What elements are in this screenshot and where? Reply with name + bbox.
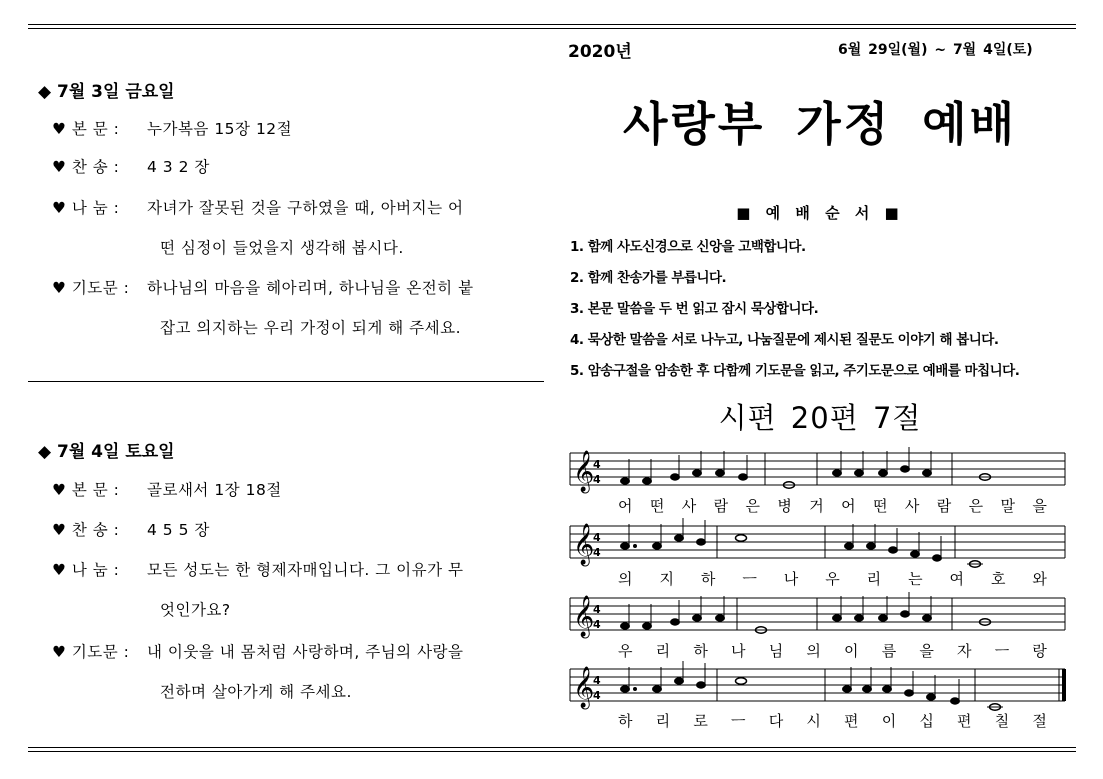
- day-heading: ◆ 7월 4일 토요일: [38, 442, 175, 462]
- lyric-syllable: 이: [881, 712, 898, 730]
- svg-text:4: 4: [593, 603, 601, 616]
- music-staff: [565, 661, 1070, 711]
- bottom-rule: [28, 747, 1076, 748]
- lyric-syllable: 지: [659, 570, 675, 588]
- prayer-label: ♥ 기도문 :: [52, 643, 130, 661]
- lyric-syllable: 떤: [649, 497, 666, 515]
- lyric-syllable: 나: [783, 570, 800, 588]
- top-rule: [28, 24, 1076, 25]
- svg-text:𝄞: 𝄞: [573, 451, 595, 492]
- lyrics-line: [618, 640, 1048, 661]
- svg-text:4: 4: [593, 473, 601, 486]
- hymn-label: ♥ 찬 송 :: [52, 521, 120, 539]
- lyric-syllable: 십: [919, 712, 935, 730]
- lyric-syllable: 우: [825, 570, 841, 588]
- svg-text:4: 4: [593, 546, 601, 559]
- lyric-syllable: 사: [681, 497, 698, 515]
- lyric-syllable: 나: [731, 642, 747, 660]
- share-label: ♥ 나 눔 :: [52, 561, 120, 579]
- lyric-syllable: 편: [957, 712, 973, 730]
- bottom-rule-inner: [28, 751, 1076, 752]
- scripture-value: 골로새서 1장 18절: [147, 481, 282, 499]
- lyric-syllable: 랑: [1032, 642, 1048, 660]
- lyric-syllable: 은: [968, 497, 985, 515]
- hymn-row: [52, 518, 210, 540]
- svg-text:𝄞: 𝄞: [573, 667, 595, 708]
- lyric-syllable: 이: [844, 642, 860, 660]
- prayer-line-1: 내 이웃을 내 몸처럼 사랑하며, 주님의 사랑을: [147, 643, 464, 661]
- svg-text:4: 4: [593, 531, 601, 544]
- lyric-syllable: 은: [745, 497, 761, 515]
- lyric-syllable: 의: [618, 570, 634, 588]
- lyric-syllable: 을: [1032, 497, 1048, 515]
- lyric-syllable: 사: [904, 497, 921, 515]
- lyric-syllable: 로: [693, 712, 709, 730]
- lyric-syllable: 호: [990, 570, 1007, 588]
- page-title: 사랑부 가정 예배: [622, 97, 1018, 151]
- lyric-syllable: 여: [949, 570, 965, 588]
- lyric-syllable: 하: [693, 642, 709, 660]
- lyric-syllable: 리: [655, 642, 672, 660]
- share-line-2: 엇인가요?: [160, 601, 231, 619]
- scripture-value: 누가복음 15장 12절: [147, 120, 293, 138]
- lyric-syllable: 리: [866, 570, 883, 588]
- scripture-label: ♥ 본 문 :: [52, 120, 120, 138]
- year-label: 2020년: [568, 42, 632, 62]
- prayer-line-1: 하나님의 마음을 헤아리며, 하나님을 온전히 붙: [147, 279, 474, 297]
- music-staff: [565, 518, 1070, 568]
- prayer-row: [52, 640, 464, 662]
- lyric-syllable: 우: [618, 642, 634, 660]
- lyric-syllable: 름: [881, 642, 898, 660]
- memory-verse-title: 시편 20편 7절: [718, 401, 922, 435]
- order-heading: ■ 예 배 순 서 ■: [736, 204, 904, 222]
- lyric-syllable: ㅡ: [994, 642, 1011, 660]
- lyric-syllable: 말: [1000, 497, 1016, 515]
- top-rule-inner: [28, 28, 1076, 29]
- scripture-row: [52, 478, 282, 500]
- share-row: [52, 196, 464, 218]
- hymn-row: [52, 155, 210, 177]
- lyrics-line: [618, 495, 1048, 516]
- day-heading: ◆ 7월 3일 금요일: [38, 82, 175, 102]
- order-item: 1. 함께 사도신경으로 신앙을 고백합니다.: [570, 239, 806, 255]
- lyric-syllable: 리: [655, 712, 672, 730]
- share-label: ♥ 나 눔 :: [52, 199, 120, 217]
- date-range: 6월 29일(월) ~ 7월 4일(토): [838, 42, 1033, 58]
- share-line-1: 모든 성도는 한 형제자매입니다. 그 이유가 무: [147, 561, 464, 579]
- svg-text:4: 4: [593, 458, 601, 471]
- prayer-line-2: 전하며 살아가게 해 주세요.: [160, 683, 352, 701]
- lyric-syllable: 는: [908, 570, 924, 588]
- lyric-syllable: 편: [844, 712, 860, 730]
- lyric-syllable: 어: [841, 497, 857, 515]
- lyric-syllable: 하: [700, 570, 717, 588]
- share-line-1: 자녀가 잘못된 것을 구하였을 때, 아버지는 어: [147, 199, 464, 217]
- prayer-line-2: 잡고 의지하는 우리 가정이 되게 해 주세요.: [160, 319, 462, 337]
- svg-text:𝄞: 𝄞: [573, 596, 595, 637]
- lyric-syllable: 다: [768, 712, 785, 730]
- lyric-syllable: 의: [806, 642, 822, 660]
- lyric-syllable: 람: [936, 497, 953, 515]
- lyric-syllable: 을: [919, 642, 935, 660]
- hymn-value: 4 3 2 장: [147, 158, 210, 176]
- prayer-row: [52, 276, 474, 298]
- section-divider: [28, 381, 544, 382]
- lyric-syllable: 칠: [994, 712, 1011, 730]
- svg-text:4: 4: [593, 618, 601, 631]
- lyric-syllable: ㅡ: [742, 570, 758, 588]
- svg-text:𝄞: 𝄞: [573, 524, 595, 565]
- hymn-value: 4 5 5 장: [147, 521, 210, 539]
- music-staff: [565, 590, 1070, 640]
- lyric-syllable: 떤: [873, 497, 889, 515]
- svg-text:4: 4: [593, 674, 601, 687]
- lyric-syllable: 거: [809, 497, 825, 515]
- lyric-syllable: 자: [957, 642, 973, 660]
- lyric-syllable: 병: [777, 497, 793, 515]
- prayer-label: ♥ 기도문 :: [52, 279, 130, 297]
- lyrics-line: [618, 568, 1048, 589]
- lyric-syllable: 하: [618, 712, 634, 730]
- lyric-syllable: 시: [806, 712, 822, 730]
- svg-text:4: 4: [593, 689, 601, 702]
- share-line-2: 떤 심정이 들었을지 생각해 봅시다.: [160, 239, 404, 257]
- order-item: 5. 암송구절을 암송한 후 다함께 기도문을 읽고, 주기도문으로 예배를 마칩니다.: [570, 363, 1020, 379]
- order-item: 2. 함께 찬송가를 부릅니다.: [570, 270, 727, 286]
- music-staff: [565, 445, 1070, 495]
- lyrics-line: [618, 710, 1048, 731]
- lyric-syllable: 와: [1032, 570, 1048, 588]
- share-row: [52, 558, 464, 580]
- scripture-row: [52, 117, 292, 139]
- scripture-label: ♥ 본 문 :: [52, 481, 120, 499]
- order-item: 4. 묵상한 말씀을 서로 나누고, 나눔질문에 제시된 질문도 이야기 해 봅니다.: [570, 332, 999, 348]
- lyric-syllable: ㅡ: [731, 712, 747, 730]
- hymn-label: ♥ 찬 송 :: [52, 158, 120, 176]
- lyric-syllable: 람: [713, 497, 730, 515]
- lyric-syllable: 절: [1032, 712, 1048, 730]
- order-item: 3. 본문 말씀을 두 번 읽고 잠시 묵상합니다.: [570, 301, 819, 317]
- lyric-syllable: 어: [618, 497, 634, 515]
- lyric-syllable: 님: [768, 642, 785, 660]
